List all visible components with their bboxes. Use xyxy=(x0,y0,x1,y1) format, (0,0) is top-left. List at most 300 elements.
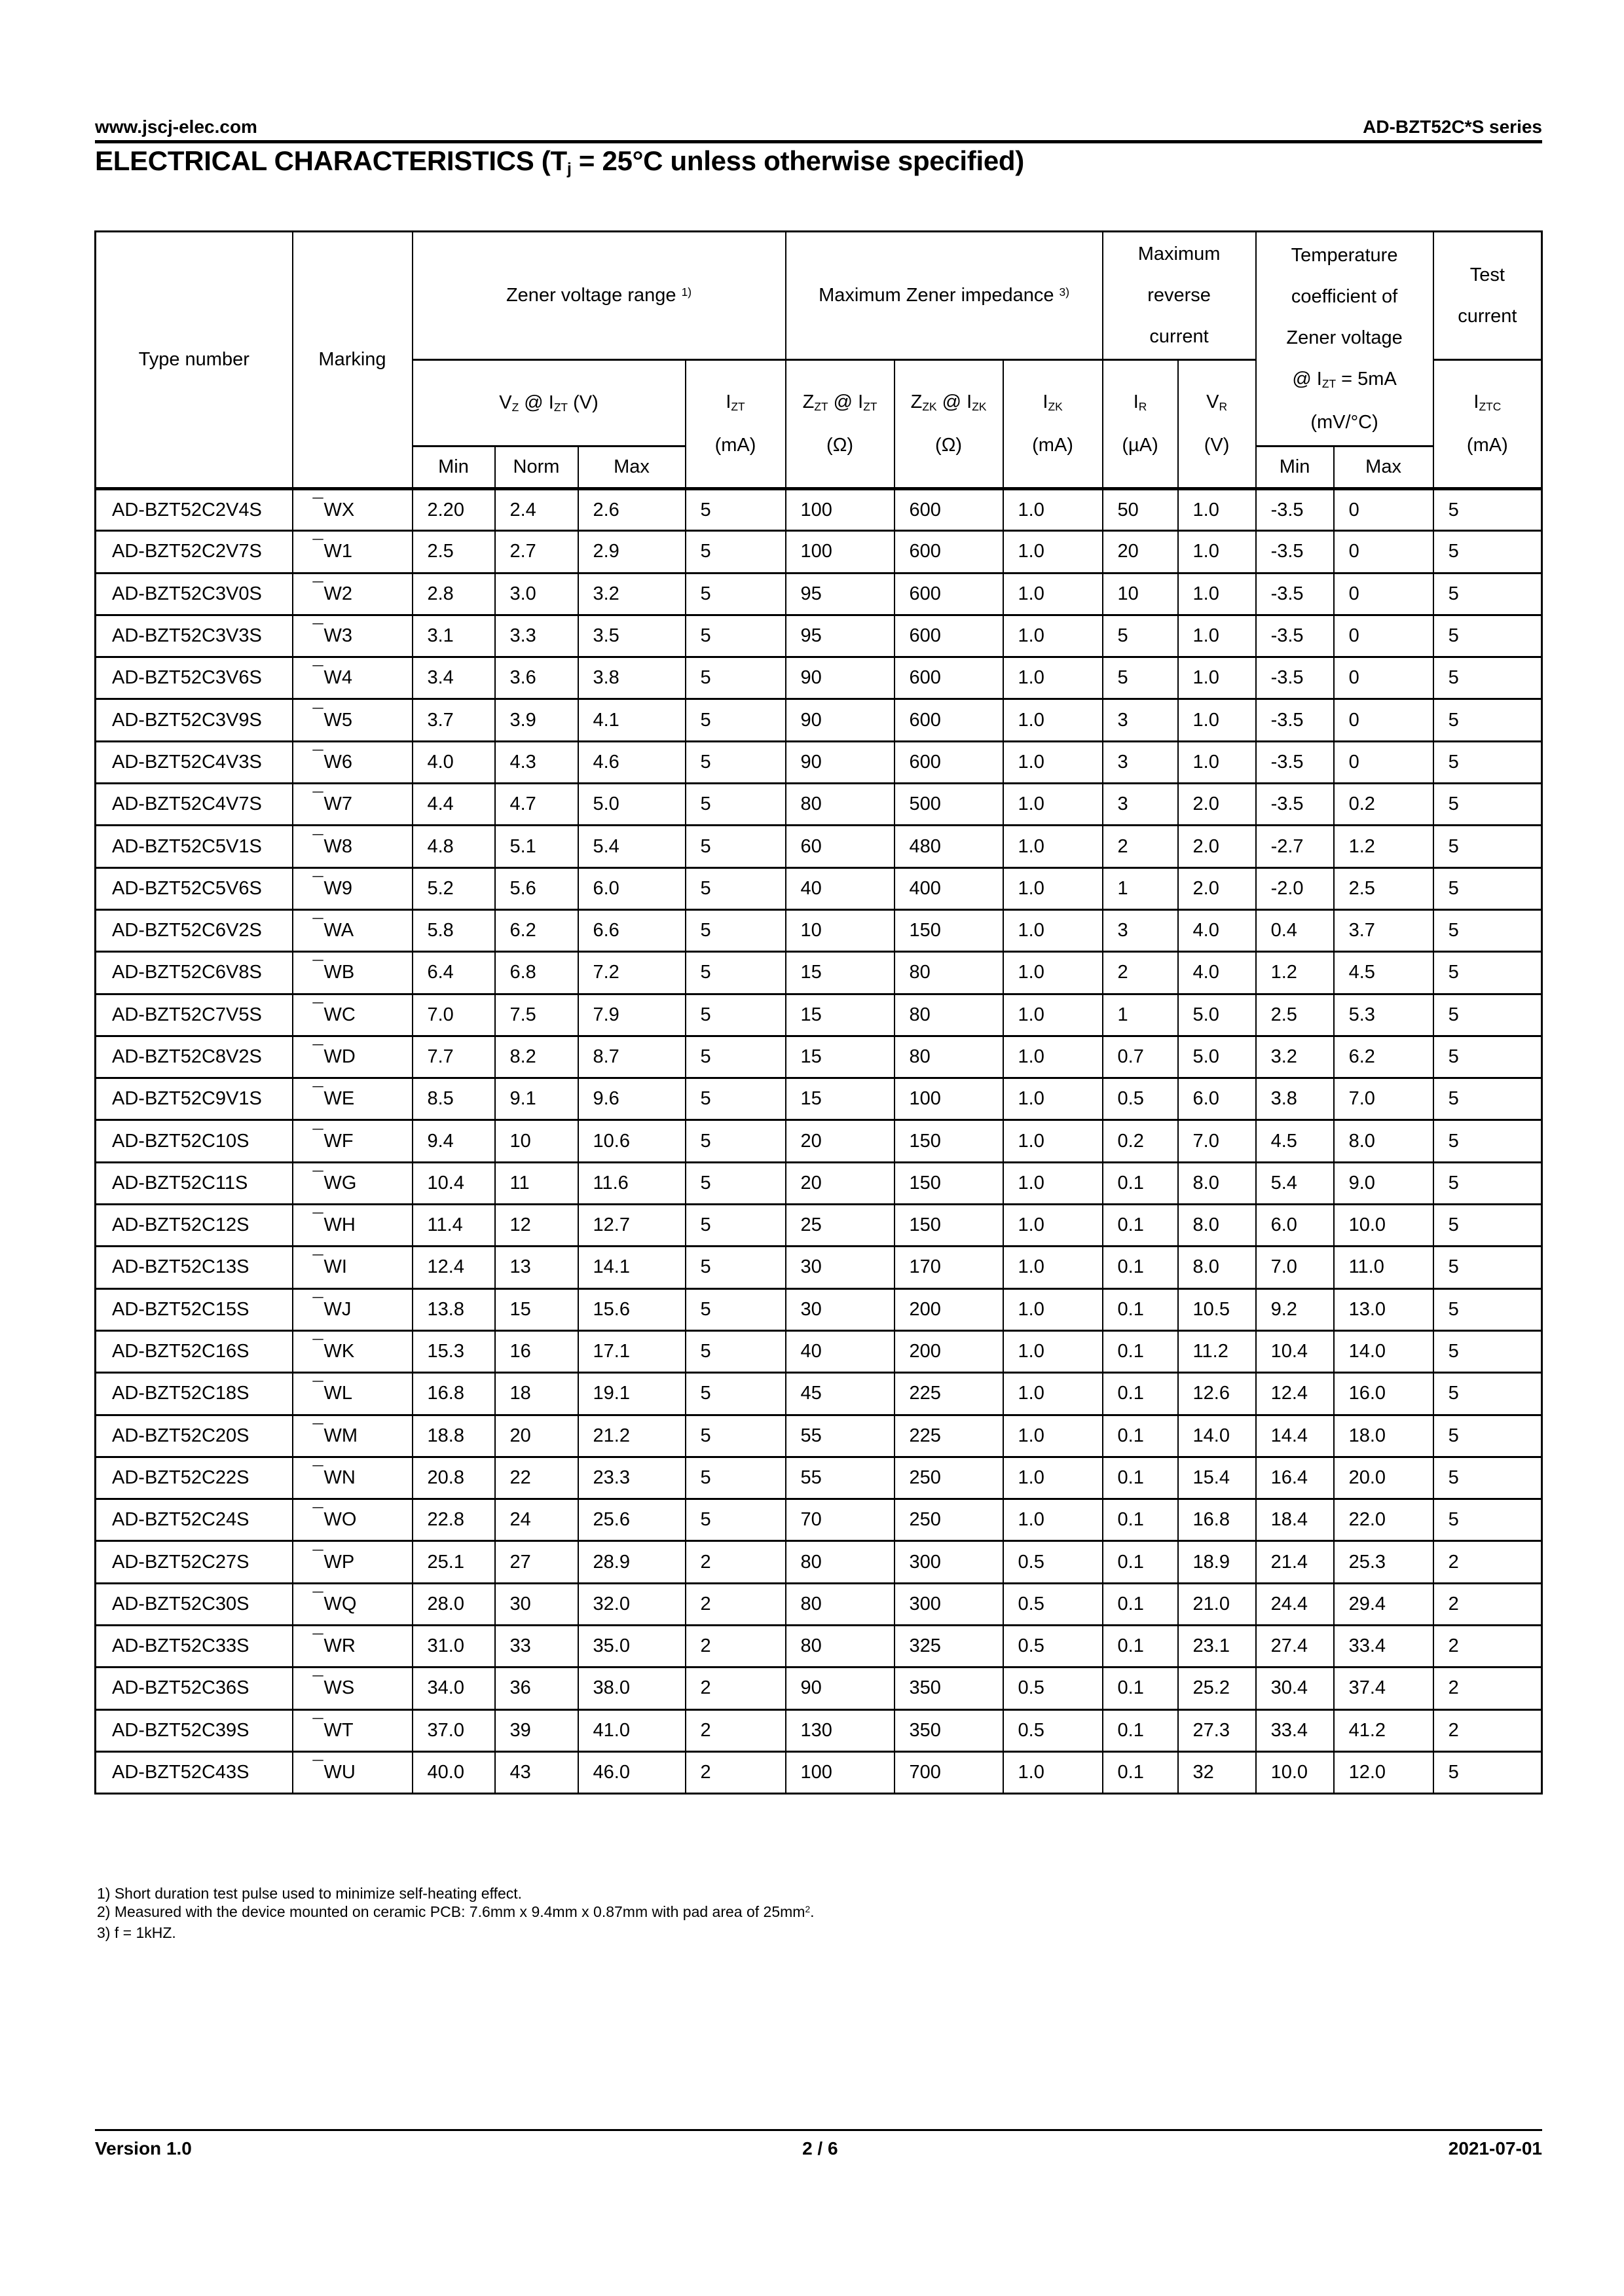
cell-type: AD-BZT52C39S xyxy=(96,1709,293,1751)
cell-ir: 10 xyxy=(1103,573,1178,615)
cell-vnorm: 4.7 xyxy=(495,784,578,826)
cell-iztc: 2 xyxy=(1433,1709,1542,1751)
table-row xyxy=(96,741,1542,783)
cell-vmax: 19.1 xyxy=(578,1373,686,1415)
cell-tcmin: -3.5 xyxy=(1256,615,1334,657)
cell-tcmin: 0.4 xyxy=(1256,909,1334,951)
cell-vmin: 22.8 xyxy=(413,1499,495,1541)
cell-type: AD-BZT52C18S xyxy=(96,1373,293,1415)
cell-izk: 1.0 xyxy=(1003,1205,1103,1247)
cell-vr: 2.0 xyxy=(1178,826,1256,867)
marking-text: WN xyxy=(323,1467,356,1488)
col-header-vz-max: Max xyxy=(578,446,686,489)
cell-vmax: 38.0 xyxy=(578,1667,686,1709)
page-number: 2 / 6 xyxy=(802,2138,838,2159)
cell-tcmax: 22.0 xyxy=(1334,1499,1433,1541)
cell-ir: 3 xyxy=(1103,909,1178,951)
cell-ir: 0.1 xyxy=(1103,1457,1178,1499)
table-row xyxy=(96,867,1542,909)
cell-zzt: 20 xyxy=(786,1162,895,1204)
marking-text: WB xyxy=(323,962,355,983)
marking-text: W1 xyxy=(323,541,353,562)
cell-vmax: 14.1 xyxy=(578,1247,686,1288)
cell-tcmax: 0 xyxy=(1334,699,1433,741)
cell-tcmax: 6.2 xyxy=(1334,1036,1433,1078)
cell-tcmin: -3.5 xyxy=(1256,699,1334,741)
cell-marking xyxy=(293,1626,413,1667)
cell-ir: 0.1 xyxy=(1103,1583,1178,1625)
marking-overbar: ¯ xyxy=(312,747,323,769)
cell-izk: 1.0 xyxy=(1003,784,1103,826)
cell-type: AD-BZT52C10S xyxy=(96,1120,293,1162)
cell-vnorm: 5.1 xyxy=(495,826,578,867)
cell-zzk: 400 xyxy=(895,867,1003,909)
cell-izk: 1.0 xyxy=(1003,1457,1103,1499)
cell-izt: 5 xyxy=(686,826,786,867)
cell-tcmax: 0 xyxy=(1334,741,1433,783)
cell-tcmax: 25.3 xyxy=(1334,1541,1433,1583)
cell-izk: 1.0 xyxy=(1003,1247,1103,1288)
cell-marking xyxy=(293,1667,413,1709)
cell-izt: 2 xyxy=(686,1667,786,1709)
cell-iztc: 5 xyxy=(1433,657,1542,699)
cell-type: AD-BZT52C16S xyxy=(96,1330,293,1372)
cell-vmax: 2.6 xyxy=(578,489,686,531)
cell-ir: 0.7 xyxy=(1103,1036,1178,1078)
cell-vnorm: 12 xyxy=(495,1205,578,1247)
cell-type: AD-BZT52C6V8S xyxy=(96,952,293,994)
cell-vr: 2.0 xyxy=(1178,867,1256,909)
cell-vmin: 37.0 xyxy=(413,1709,495,1751)
cell-izt: 5 xyxy=(686,1457,786,1499)
cell-vmax: 3.5 xyxy=(578,615,686,657)
marking-overbar: ¯ xyxy=(312,1252,323,1274)
cell-tcmin: 18.4 xyxy=(1256,1499,1334,1541)
cell-tcmin: 10.4 xyxy=(1256,1330,1334,1372)
marking-text: W9 xyxy=(323,877,353,899)
cell-marking xyxy=(293,741,413,783)
cell-ir: 0.2 xyxy=(1103,1120,1178,1162)
cell-iztc: 5 xyxy=(1433,741,1542,783)
cell-vr: 32 xyxy=(1178,1751,1256,1793)
marking-overbar: ¯ xyxy=(312,1463,323,1484)
cell-ir: 0.1 xyxy=(1103,1499,1178,1541)
cell-type: AD-BZT52C3V3S xyxy=(96,615,293,657)
marking-overbar: ¯ xyxy=(312,1379,323,1400)
cell-ir: 0.1 xyxy=(1103,1205,1178,1247)
cell-vmin: 2.5 xyxy=(413,531,495,573)
col-header-izk: $I_{ZK}$ (mA) xyxy=(1003,360,1103,489)
cell-tcmin: 4.5 xyxy=(1256,1120,1334,1162)
cell-vnorm: 8.2 xyxy=(495,1036,578,1078)
cell-tcmin: 3.2 xyxy=(1256,1036,1334,1078)
cell-ir: 0.1 xyxy=(1103,1415,1178,1457)
cell-marking xyxy=(293,909,413,951)
website-text: www.jscj-elec.com xyxy=(95,117,257,137)
cell-marking xyxy=(293,1288,413,1330)
cell-vmax: 25.6 xyxy=(578,1499,686,1541)
cell-iztc: 5 xyxy=(1433,1415,1542,1457)
cell-vmin: 16.8 xyxy=(413,1373,495,1415)
cell-iztc: 5 xyxy=(1433,1457,1542,1499)
cell-tcmax: 0 xyxy=(1334,489,1433,531)
cell-vnorm: 18 xyxy=(495,1373,578,1415)
cell-izt: 5 xyxy=(686,699,786,741)
cell-vmin: 4.0 xyxy=(413,741,495,783)
marking-overbar: ¯ xyxy=(312,1421,323,1442)
cell-vmin: 20.8 xyxy=(413,1457,495,1499)
cell-marking xyxy=(293,867,413,909)
cell-vr: 23.1 xyxy=(1178,1626,1256,1667)
col-header-test-current: Test current xyxy=(1433,232,1542,360)
cell-tcmin: 6.0 xyxy=(1256,1205,1334,1247)
cell-iztc: 5 xyxy=(1433,994,1542,1036)
cell-type: AD-BZT52C11S xyxy=(96,1162,293,1204)
cell-zzk: 200 xyxy=(895,1288,1003,1330)
cell-zzt: 130 xyxy=(786,1709,895,1751)
cell-izt: 5 xyxy=(686,1499,786,1541)
cell-vr: 2.0 xyxy=(1178,784,1256,826)
cell-vr: 5.0 xyxy=(1178,1036,1256,1078)
cell-vmin: 7.0 xyxy=(413,994,495,1036)
cell-izk: 1.0 xyxy=(1003,531,1103,573)
cell-izk: 1.0 xyxy=(1003,1330,1103,1372)
cell-vmin: 5.2 xyxy=(413,867,495,909)
cell-izt: 5 xyxy=(686,741,786,783)
cell-marking xyxy=(293,1205,413,1247)
cell-zzk: 150 xyxy=(895,909,1003,951)
cell-marking xyxy=(293,1373,413,1415)
table-row xyxy=(96,531,1542,573)
marking-overbar: ¯ xyxy=(312,1631,323,1653)
cell-marking xyxy=(293,1583,413,1625)
col-header-marking: Marking xyxy=(293,232,413,489)
cell-tcmax: 14.0 xyxy=(1334,1330,1433,1372)
cell-type: AD-BZT52C3V9S xyxy=(96,699,293,741)
cell-vnorm: 36 xyxy=(495,1667,578,1709)
cell-vmax: 32.0 xyxy=(578,1583,686,1625)
marking-text: WT xyxy=(323,1719,354,1741)
cell-zzt: 80 xyxy=(786,1583,895,1625)
cell-vmax: 41.0 xyxy=(578,1709,686,1751)
marking-text: WK xyxy=(323,1341,355,1362)
cell-izt: 5 xyxy=(686,1330,786,1372)
cell-marking xyxy=(293,657,413,699)
cell-iztc: 5 xyxy=(1433,615,1542,657)
cell-tcmax: 13.0 xyxy=(1334,1288,1433,1330)
cell-tcmin: -3.5 xyxy=(1256,489,1334,531)
marking-text: WX xyxy=(323,499,355,520)
table-row xyxy=(96,1541,1542,1583)
table-row xyxy=(96,1751,1542,1793)
cell-tcmin: -3.5 xyxy=(1256,573,1334,615)
cell-vr: 1.0 xyxy=(1178,615,1256,657)
marking-text: WA xyxy=(323,920,354,941)
cell-iztc: 2 xyxy=(1433,1667,1542,1709)
cell-vmax: 8.7 xyxy=(578,1036,686,1078)
cell-vmin: 9.4 xyxy=(413,1120,495,1162)
cell-izt: 5 xyxy=(686,1247,786,1288)
cell-vmin: 11.4 xyxy=(413,1205,495,1247)
cell-izk: 0.5 xyxy=(1003,1626,1103,1667)
marking-overbar: ¯ xyxy=(312,1505,323,1527)
footnotes xyxy=(97,1884,815,1942)
cell-izk: 1.0 xyxy=(1003,489,1103,531)
cell-tcmax: 3.7 xyxy=(1334,909,1433,951)
table-row xyxy=(96,573,1542,615)
cell-tcmin: 30.4 xyxy=(1256,1667,1334,1709)
cell-zzt: 15 xyxy=(786,952,895,994)
cell-type: AD-BZT52C24S xyxy=(96,1499,293,1541)
cell-vmin: 6.4 xyxy=(413,952,495,994)
marking-text: WL xyxy=(323,1383,353,1404)
marking-overbar: ¯ xyxy=(312,1715,323,1737)
cell-ir: 5 xyxy=(1103,657,1178,699)
cell-vmin: 12.4 xyxy=(413,1247,495,1288)
cell-vmax: 23.3 xyxy=(578,1457,686,1499)
cell-zzt: 80 xyxy=(786,784,895,826)
cell-izt: 5 xyxy=(686,867,786,909)
cell-ir: 0.1 xyxy=(1103,1541,1178,1583)
cell-zzk: 250 xyxy=(895,1457,1003,1499)
cell-vmax: 4.1 xyxy=(578,699,686,741)
marking-text: W4 xyxy=(323,667,353,689)
marking-overbar: ¯ xyxy=(312,579,323,600)
cell-zzt: 95 xyxy=(786,615,895,657)
cell-vmax: 12.7 xyxy=(578,1205,686,1247)
cell-ir: 0.1 xyxy=(1103,1626,1178,1667)
cell-ir: 2 xyxy=(1103,826,1178,867)
cell-zzt: 80 xyxy=(786,1541,895,1583)
table-row xyxy=(96,1457,1542,1499)
marking-text: W5 xyxy=(323,709,353,731)
cell-type: AD-BZT52C9V1S xyxy=(96,1078,293,1120)
cell-iztc: 5 xyxy=(1433,909,1542,951)
marking-text: WH xyxy=(323,1214,356,1236)
cell-type: AD-BZT52C36S xyxy=(96,1667,293,1709)
cell-izk: 1.0 xyxy=(1003,1373,1103,1415)
cell-iztc: 5 xyxy=(1433,1120,1542,1162)
table-row xyxy=(96,1205,1542,1247)
cell-tcmax: 33.4 xyxy=(1334,1626,1433,1667)
cell-izt: 5 xyxy=(686,1036,786,1078)
cell-vmin: 28.0 xyxy=(413,1583,495,1625)
marking-text: WR xyxy=(323,1635,356,1657)
cell-tcmin: 3.8 xyxy=(1256,1078,1334,1120)
cell-izt: 5 xyxy=(686,1205,786,1247)
cell-vmin: 7.7 xyxy=(413,1036,495,1078)
cell-zzt: 95 xyxy=(786,573,895,615)
marking-overbar: ¯ xyxy=(312,1000,323,1021)
cell-ir: 0.5 xyxy=(1103,1078,1178,1120)
cell-izt: 2 xyxy=(686,1583,786,1625)
cell-type: AD-BZT52C2V7S xyxy=(96,531,293,573)
cell-type: AD-BZT52C8V2S xyxy=(96,1036,293,1078)
cell-zzt: 30 xyxy=(786,1247,895,1288)
cell-izk: 1.0 xyxy=(1003,1162,1103,1204)
cell-izt: 5 xyxy=(686,531,786,573)
cell-izk: 0.5 xyxy=(1003,1709,1103,1751)
cell-zzk: 325 xyxy=(895,1626,1003,1667)
cell-tcmax: 7.0 xyxy=(1334,1078,1433,1120)
cell-vmax: 28.9 xyxy=(578,1541,686,1583)
col-header-zener-voltage-range: Zener voltage range $^{1)}$ xyxy=(413,232,786,360)
cell-vnorm: 6.8 xyxy=(495,952,578,994)
marking-overbar: ¯ xyxy=(312,1589,323,1611)
cell-izt: 5 xyxy=(686,573,786,615)
cell-vr: 21.0 xyxy=(1178,1583,1256,1625)
cell-iztc: 5 xyxy=(1433,1330,1542,1372)
table-row xyxy=(96,1247,1542,1288)
marking-overbar: ¯ xyxy=(312,790,323,811)
cell-zzt: 55 xyxy=(786,1457,895,1499)
marking-overbar: ¯ xyxy=(312,873,323,895)
table-row xyxy=(96,1709,1542,1751)
cell-zzk: 500 xyxy=(895,784,1003,826)
cell-ir: 0.1 xyxy=(1103,1373,1178,1415)
cell-iztc: 5 xyxy=(1433,867,1542,909)
marking-text: WS xyxy=(323,1677,355,1699)
cell-marking xyxy=(293,699,413,741)
cell-marking xyxy=(293,1415,413,1457)
cell-marking xyxy=(293,784,413,826)
cell-tcmin: -3.5 xyxy=(1256,784,1334,826)
cell-zzk: 600 xyxy=(895,531,1003,573)
cell-zzk: 350 xyxy=(895,1667,1003,1709)
cell-izk: 0.5 xyxy=(1003,1667,1103,1709)
cell-izk: 1.0 xyxy=(1003,573,1103,615)
cell-zzt: 80 xyxy=(786,1626,895,1667)
col-header-temp-coefficient: Temperature coefficient of Zener voltage @ $I_{ZT} = 5mA$ (mV/°C) xyxy=(1256,232,1433,446)
cell-tcmin: 1.2 xyxy=(1256,952,1334,994)
cell-marking xyxy=(293,1751,413,1793)
cell-tcmin: 16.4 xyxy=(1256,1457,1334,1499)
cell-vmin: 13.8 xyxy=(413,1288,495,1330)
cell-izk: 1.0 xyxy=(1003,1751,1103,1793)
cell-marking xyxy=(293,1162,413,1204)
cell-tcmax: 41.2 xyxy=(1334,1709,1433,1751)
cell-ir: 50 xyxy=(1103,489,1178,531)
cell-ir: 1 xyxy=(1103,867,1178,909)
cell-iztc: 5 xyxy=(1433,826,1542,867)
cell-izk: 1.0 xyxy=(1003,1078,1103,1120)
cell-vmax: 3.2 xyxy=(578,573,686,615)
cell-vr: 1.0 xyxy=(1178,657,1256,699)
cell-marking xyxy=(293,1078,413,1120)
cell-marking xyxy=(293,1330,413,1372)
cell-iztc: 5 xyxy=(1433,784,1542,826)
cell-ir: 2 xyxy=(1103,952,1178,994)
page-title: ELECTRICAL CHARACTERISTICS ($T_j = 25^\circ C$ unless otherwise specified) xyxy=(95,145,1024,179)
cell-vmax: 17.1 xyxy=(578,1330,686,1372)
cell-vmin: 3.1 xyxy=(413,615,495,657)
cell-zzt: 10 xyxy=(786,909,895,951)
cell-marking xyxy=(293,573,413,615)
cell-izk: 0.5 xyxy=(1003,1541,1103,1583)
col-header-vz: $V_Z$ @ $I_{ZT}$ (V) xyxy=(413,360,686,446)
cell-tcmax: 9.0 xyxy=(1334,1162,1433,1204)
table-row xyxy=(96,909,1542,951)
cell-vr: 8.0 xyxy=(1178,1247,1256,1288)
cell-vmin: 2.20 xyxy=(413,489,495,531)
marking-text: WU xyxy=(323,1762,356,1783)
cell-vmin: 34.0 xyxy=(413,1667,495,1709)
cell-ir: 3 xyxy=(1103,784,1178,826)
cell-marking xyxy=(293,952,413,994)
cell-zzk: 150 xyxy=(895,1162,1003,1204)
cell-tcmin: 10.0 xyxy=(1256,1751,1334,1793)
cell-iztc: 5 xyxy=(1433,1499,1542,1541)
col-header-max-zener-impedance: Maximum Zener impedance $^{3)}$ xyxy=(786,232,1103,360)
cell-type: AD-BZT52C30S xyxy=(96,1583,293,1625)
cell-zzk: 600 xyxy=(895,699,1003,741)
version-label: Version 1.0 xyxy=(95,2138,192,2159)
cell-zzk: 80 xyxy=(895,952,1003,994)
header-rule xyxy=(95,140,1542,143)
cell-tcmin: -3.5 xyxy=(1256,657,1334,699)
cell-ir: 1 xyxy=(1103,994,1178,1036)
cell-type: AD-BZT52C3V6S xyxy=(96,657,293,699)
cell-vnorm: 24 xyxy=(495,1499,578,1541)
cell-vnorm: 3.0 xyxy=(495,573,578,615)
cell-vr: 12.6 xyxy=(1178,1373,1256,1415)
marking-text: WE xyxy=(323,1088,355,1110)
electrical-characteristics-table xyxy=(94,230,1543,1795)
col-header-tc-min: Min xyxy=(1256,446,1334,489)
cell-izk: 1.0 xyxy=(1003,1036,1103,1078)
cell-zzk: 80 xyxy=(895,994,1003,1036)
marking-overbar: ¯ xyxy=(312,537,323,558)
cell-vnorm: 7.5 xyxy=(495,994,578,1036)
table-row xyxy=(96,1162,1542,1204)
cell-vr: 27.3 xyxy=(1178,1709,1256,1751)
cell-izt: 2 xyxy=(686,1626,786,1667)
cell-iztc: 2 xyxy=(1433,1541,1542,1583)
cell-marking xyxy=(293,1120,413,1162)
cell-vmin: 4.4 xyxy=(413,784,495,826)
marking-text: WD xyxy=(323,1046,356,1067)
cell-type: AD-BZT52C33S xyxy=(96,1626,293,1667)
cell-vmax: 10.6 xyxy=(578,1120,686,1162)
table-row xyxy=(96,1288,1542,1330)
cell-iztc: 5 xyxy=(1433,1288,1542,1330)
cell-marking xyxy=(293,1247,413,1288)
cell-vmin: 15.3 xyxy=(413,1330,495,1372)
cell-tcmax: 0.2 xyxy=(1334,784,1433,826)
cell-vnorm: 4.3 xyxy=(495,741,578,783)
cell-vmax: 46.0 xyxy=(578,1751,686,1793)
table-row xyxy=(96,1330,1542,1372)
cell-zzk: 225 xyxy=(895,1415,1003,1457)
cell-tcmax: 37.4 xyxy=(1334,1667,1433,1709)
cell-izt: 5 xyxy=(686,1415,786,1457)
cell-zzk: 150 xyxy=(895,1205,1003,1247)
cell-tcmin: 24.4 xyxy=(1256,1583,1334,1625)
cell-tcmin: 5.4 xyxy=(1256,1162,1334,1204)
cell-iztc: 2 xyxy=(1433,1583,1542,1625)
cell-marking xyxy=(293,1709,413,1751)
cell-tcmin: 9.2 xyxy=(1256,1288,1334,1330)
cell-zzt: 45 xyxy=(786,1373,895,1415)
cell-vnorm: 2.7 xyxy=(495,531,578,573)
cell-ir: 0.1 xyxy=(1103,1751,1178,1793)
cell-vnorm: 3.3 xyxy=(495,615,578,657)
cell-vmin: 10.4 xyxy=(413,1162,495,1204)
table-row xyxy=(96,1078,1542,1120)
cell-izt: 5 xyxy=(686,1120,786,1162)
cell-izk: 0.5 xyxy=(1003,1583,1103,1625)
cell-vmin: 3.7 xyxy=(413,699,495,741)
